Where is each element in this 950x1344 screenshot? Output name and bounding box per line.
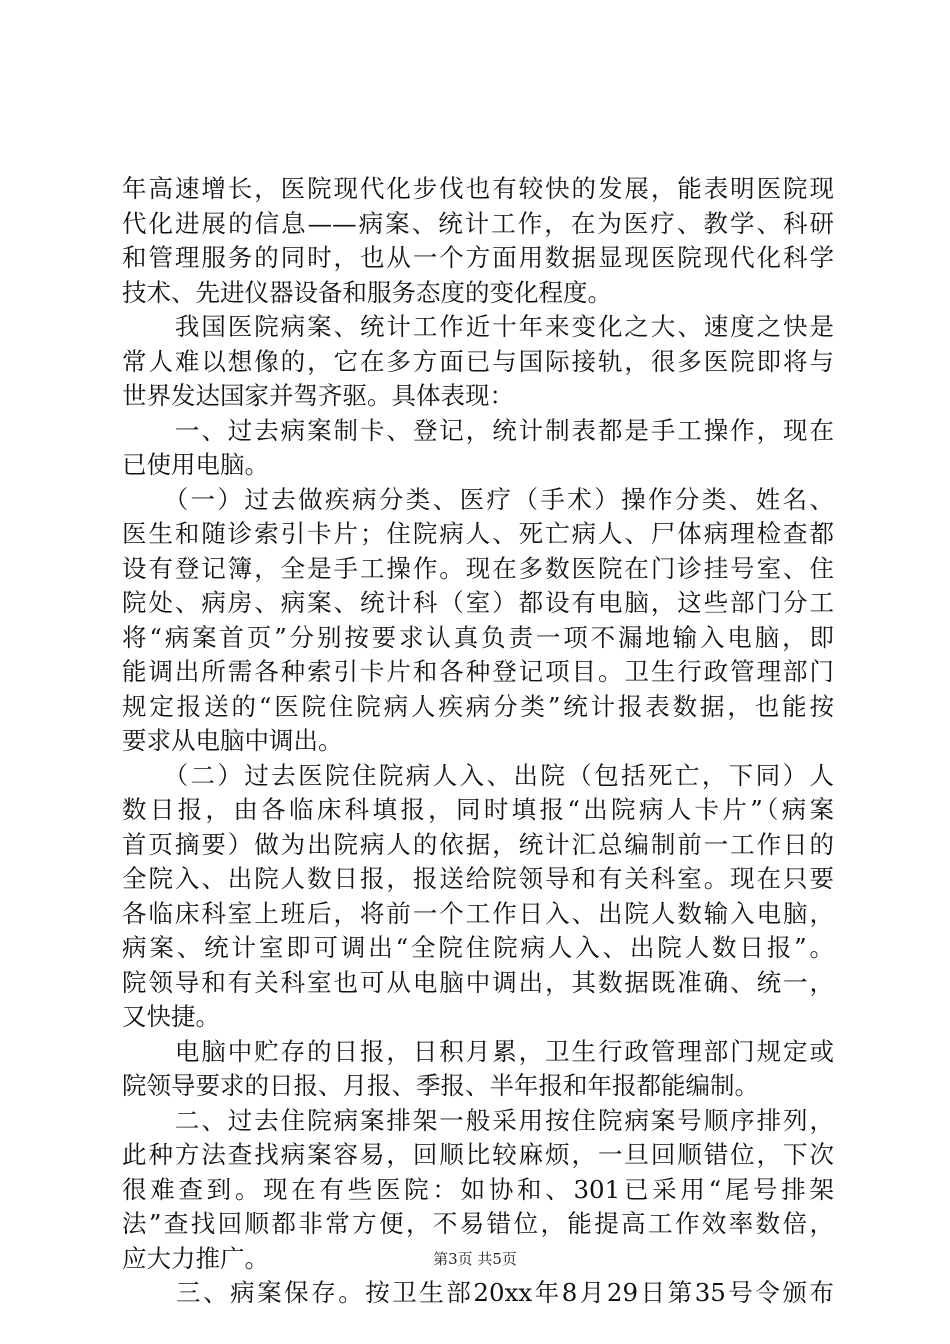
text-line: 电脑中贮存的日报，日积月累，卫生行政管理部门规定或 — [122, 1036, 834, 1066]
text-line: 我国医院病案、统计工作近十年来变化之大、速度之快是 — [122, 312, 834, 341]
text-line: 院领导要求的日报、月报、季报、半年报和年报都能编制。 — [122, 1071, 759, 1100]
text-line: 年高速增长，医院现代化步伐也有较快的发展，能表明医院现 — [122, 174, 834, 203]
text-line: 院领导和有关科室也可从电脑中调出，其数据既准确、统一， — [122, 967, 834, 997]
text-line: 规定报送的“医院住院病人疾病分类”统计报表数据，也能按 — [122, 691, 834, 721]
text-line: 院处、病房、病案、统计科（室）都设有电脑，这些部门分工 — [122, 588, 834, 617]
text-line: 常人难以想像的，它在多方面已与国际接轨，很多医院即将与 — [122, 346, 834, 376]
text-line: 将“病案首页”分别按要求认真负责一项不漏地输入电脑，即 — [122, 622, 834, 652]
text-line: 一、过去病案制卡、登记，统计制表都是手工操作，现在 — [122, 415, 834, 445]
text-line: 医生和随诊索引卡片；住院病人、死亡病人、尸体病理检查都 — [122, 519, 834, 548]
text-line: 首页摘要）做为出院病人的依据，统计汇总编制前一工作日的 — [122, 829, 834, 859]
body-text — [122, 172, 834, 1311]
text-line: 和管理服务的同时，也从一个方面用数据显现医院现代化科学 — [122, 243, 834, 272]
page-footer: 第3页 共5页 — [433, 1250, 517, 1268]
text-line: 很难查到。现在有些医院：如协和、301已采用“尾号排架 — [122, 1174, 834, 1204]
text-line: 能调出所需各种索引卡片和各种登记项目。卫生行政管理部门 — [122, 657, 834, 686]
text-line: 三、病案保存。按卫生部20xx年8月29日第35号令颁布 — [122, 1278, 834, 1307]
text-line: 病案、统计室即可调出“全院住院病人入、出院人数日报”。 — [122, 933, 834, 962]
text-line: 数日报，由各临床科填报，同时填报“出院病人卡片”（病案 — [122, 795, 834, 824]
text-line: 设有登记簿，全是手工操作。现在多数医院在门诊挂号室、住 — [122, 553, 834, 583]
text-line: （二）过去医院住院病人入、出院（包括死亡，下同）人 — [122, 760, 834, 790]
text-line: 法”查找回顺都非常方便，不易错位，能提高工作效率数倍， — [122, 1209, 834, 1238]
text-line: 又快捷。 — [122, 1002, 220, 1031]
text-line: 全院入、出院人数日报，报送给院领导和有关科室。现在只要 — [122, 864, 834, 893]
text-line: 二、过去住院病案排架一般采用按住院病案号顺序排列， — [122, 1105, 834, 1135]
text-line: 应大力推广。 — [122, 1243, 269, 1273]
text-line: 代化进展的信息——病案、统计工作，在为医疗、教学、科研 — [122, 208, 834, 238]
text-line: 技术、先进仪器设备和服务态度的变化程度。 — [122, 277, 612, 307]
text-line: 各临床科室上班后，将前一个工作日入、出院人数输入电脑， — [122, 898, 834, 928]
text-line: 世界发达国家并驾齐驱。具体表现： — [122, 381, 514, 410]
text-line: 此种方法查找病案容易，回顺比较麻烦，一旦回顺错位，下次 — [122, 1140, 834, 1169]
text-line: 要求从电脑中调出。 — [122, 726, 343, 755]
text-line: 已使用电脑。 — [122, 450, 269, 479]
text-line: （一）过去做疾病分类、医疗（手术）操作分类、姓名、 — [122, 484, 834, 514]
